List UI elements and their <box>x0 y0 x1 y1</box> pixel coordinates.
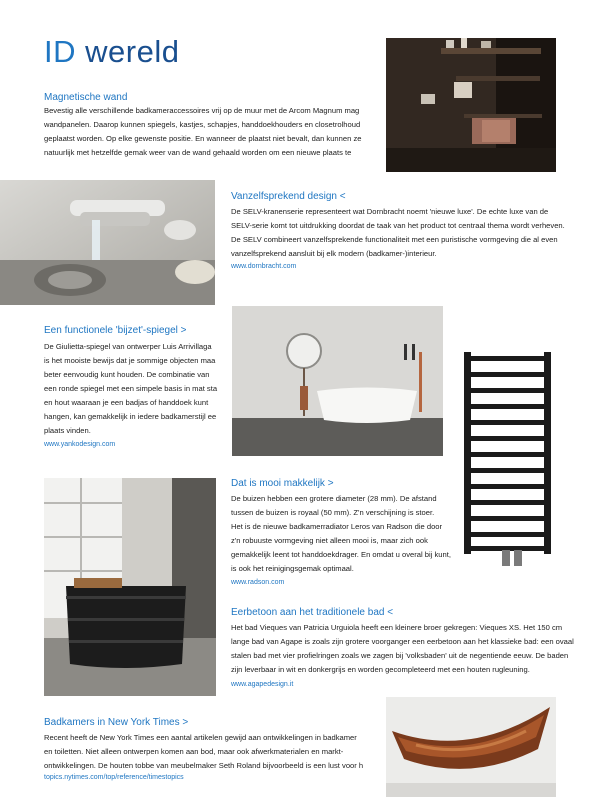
link-agapedesign[interactable]: www.agapedesign.it <box>231 681 294 688</box>
link-nytimes[interactable]: topics.nytimes.com/top/reference/timestopics <box>44 774 184 781</box>
body-line: en toiletten. Niet alleen ontwerpen komen aan bod, maar ook afwerkmaterialen en markt- <box>44 747 344 756</box>
page-title-word: wereld <box>85 34 180 69</box>
body-line: hangen, kan gemakkelijk in iedere badkamerstijl ee <box>44 412 217 421</box>
body-line: tussen de buizen is royaal (50 mm). Z'n verschijning is stoer. <box>231 508 435 517</box>
section-body-mooi-makkelijk <box>231 492 461 576</box>
giulietta-mirror-photo <box>232 306 443 456</box>
section-body-magnetische-wand <box>44 104 384 160</box>
body-line: wandpanelen. Daarop kunnen spiegels, kastjes, schapjes, handdoekhouders en closetrolhoud <box>44 120 361 129</box>
body-line: stalen bad met vier profielringen zoals we zagen bij 'volksbaden' uit de negentiende eeuw. De baden <box>231 651 569 660</box>
section-title-vanzelfsprekend-design: Vanzelfsprekend design < <box>231 191 346 202</box>
body-line: De Giulietta-spiegel van ontwerper Luis Arrivillaga <box>44 342 212 351</box>
section-title-bijzet-spiegel: Een functionele 'bijzet'-spiegel > <box>44 325 187 336</box>
section-body-eerbetoon <box>231 621 596 677</box>
body-line: geplaatst worden. Op elke gewenste positie. En wanneer de plaatst niet bevalt, dan kunnen ze <box>44 134 362 143</box>
section-body-new-york-times <box>44 731 384 773</box>
body-line: Het is de nieuwe badkamerradiator Leros van Radson die door <box>231 522 443 531</box>
selv-faucet-photo <box>0 180 215 305</box>
page-title <box>44 34 179 70</box>
body-line: SELV-serie komt tot uitdrukking doordat de taak van het product tot centraal thema wordt verheven. <box>231 221 565 230</box>
body-line: Bevestig alle verschillende badkameraccessoires vrij op de muur met de Arcom Magnum mag <box>44 106 360 115</box>
body-line: natuurlijk met hetzelfde gemak weer van de wand gehaald worden om een nieuwe plaats te <box>44 148 352 157</box>
section-body-bijzet-spiegel <box>44 340 232 438</box>
body-line: De buizen hebben een grotere diameter (28 mm). De afstand <box>231 494 437 503</box>
body-line: vanzelfsprekend aansluit bij elk modern (badkamer-)interieur. <box>231 249 437 258</box>
section-title-mooi-makkelijk: Dat is mooi makkelijk > <box>231 478 334 489</box>
body-line: De SELV-kranenserie representeert wat Dornbracht noemt 'nieuwe luxe'. De echte luxe van de <box>231 207 549 216</box>
section-body-vanzelfsprekend-design <box>231 205 596 261</box>
body-line: Recent heeft de New York Times een aantal artikelen gewijd aan ontwikkelingen in badkamer <box>44 733 357 742</box>
page-title-prefix: ID <box>44 34 76 69</box>
body-line: z'n robuuste vormgeving niet alleen mooi is, maar zich ook <box>231 536 428 545</box>
body-line: De SELV combineert vanzelfsprekende functionaliteit met een puristische vormgeving die al even <box>231 235 558 244</box>
body-line: en hout waaraan je een badjas of handdoek kunt <box>44 398 209 407</box>
link-dornbracht[interactable]: www.dornbracht.com <box>231 263 297 270</box>
body-line: beter eenvoudig kunt houden. De combinatie van <box>44 370 210 379</box>
body-line: zijn leverbaar in wit en donkergrijs en worden gecompleteerd met een houten rugleuning. <box>231 665 530 674</box>
link-yankodesign[interactable]: www.yankodesign.com <box>44 441 116 448</box>
section-title-eerbetoon: Eerbetoon aan het traditionele bad < <box>231 607 394 618</box>
body-line: gemakkelijk leent tot handdoekdrager. En omdat u overal bij kunt, <box>231 550 451 559</box>
body-line: is ook het reinigingsgemak optimaal. <box>231 564 354 573</box>
magnetic-wall-photo <box>386 38 556 172</box>
section-title-new-york-times: Badkamers in New York Times > <box>44 717 189 728</box>
body-line: een ronde spiegel met een simpele basis in mat sta <box>44 384 218 393</box>
section-title-magnetische-wand: Magnetische wand <box>44 92 128 103</box>
body-line: ontwikkelingen. De houten tobbe van meubelmaker Seth Roland bijvoorbeeld is een lust voor h <box>44 761 364 770</box>
body-line: lange bad van Agape is zoals zijn grotere voorganger een eerbetoon aan het klassieke bad: een ovaal <box>231 637 574 646</box>
link-radson[interactable]: www.radson.com <box>231 579 285 586</box>
vieques-bath-photo <box>44 478 216 696</box>
body-line: plaats vinden. <box>44 426 91 435</box>
body-line: Het bad Vieques van Patricia Urguiola heeft een kleinere broer gekregen: Vieques XS. Het 150 cm <box>231 623 563 632</box>
leros-radiator-photo <box>462 350 554 568</box>
body-line: is het mooiste bewijs dat je sommige objecten maa <box>44 356 216 365</box>
wooden-tub-photo <box>386 697 556 797</box>
